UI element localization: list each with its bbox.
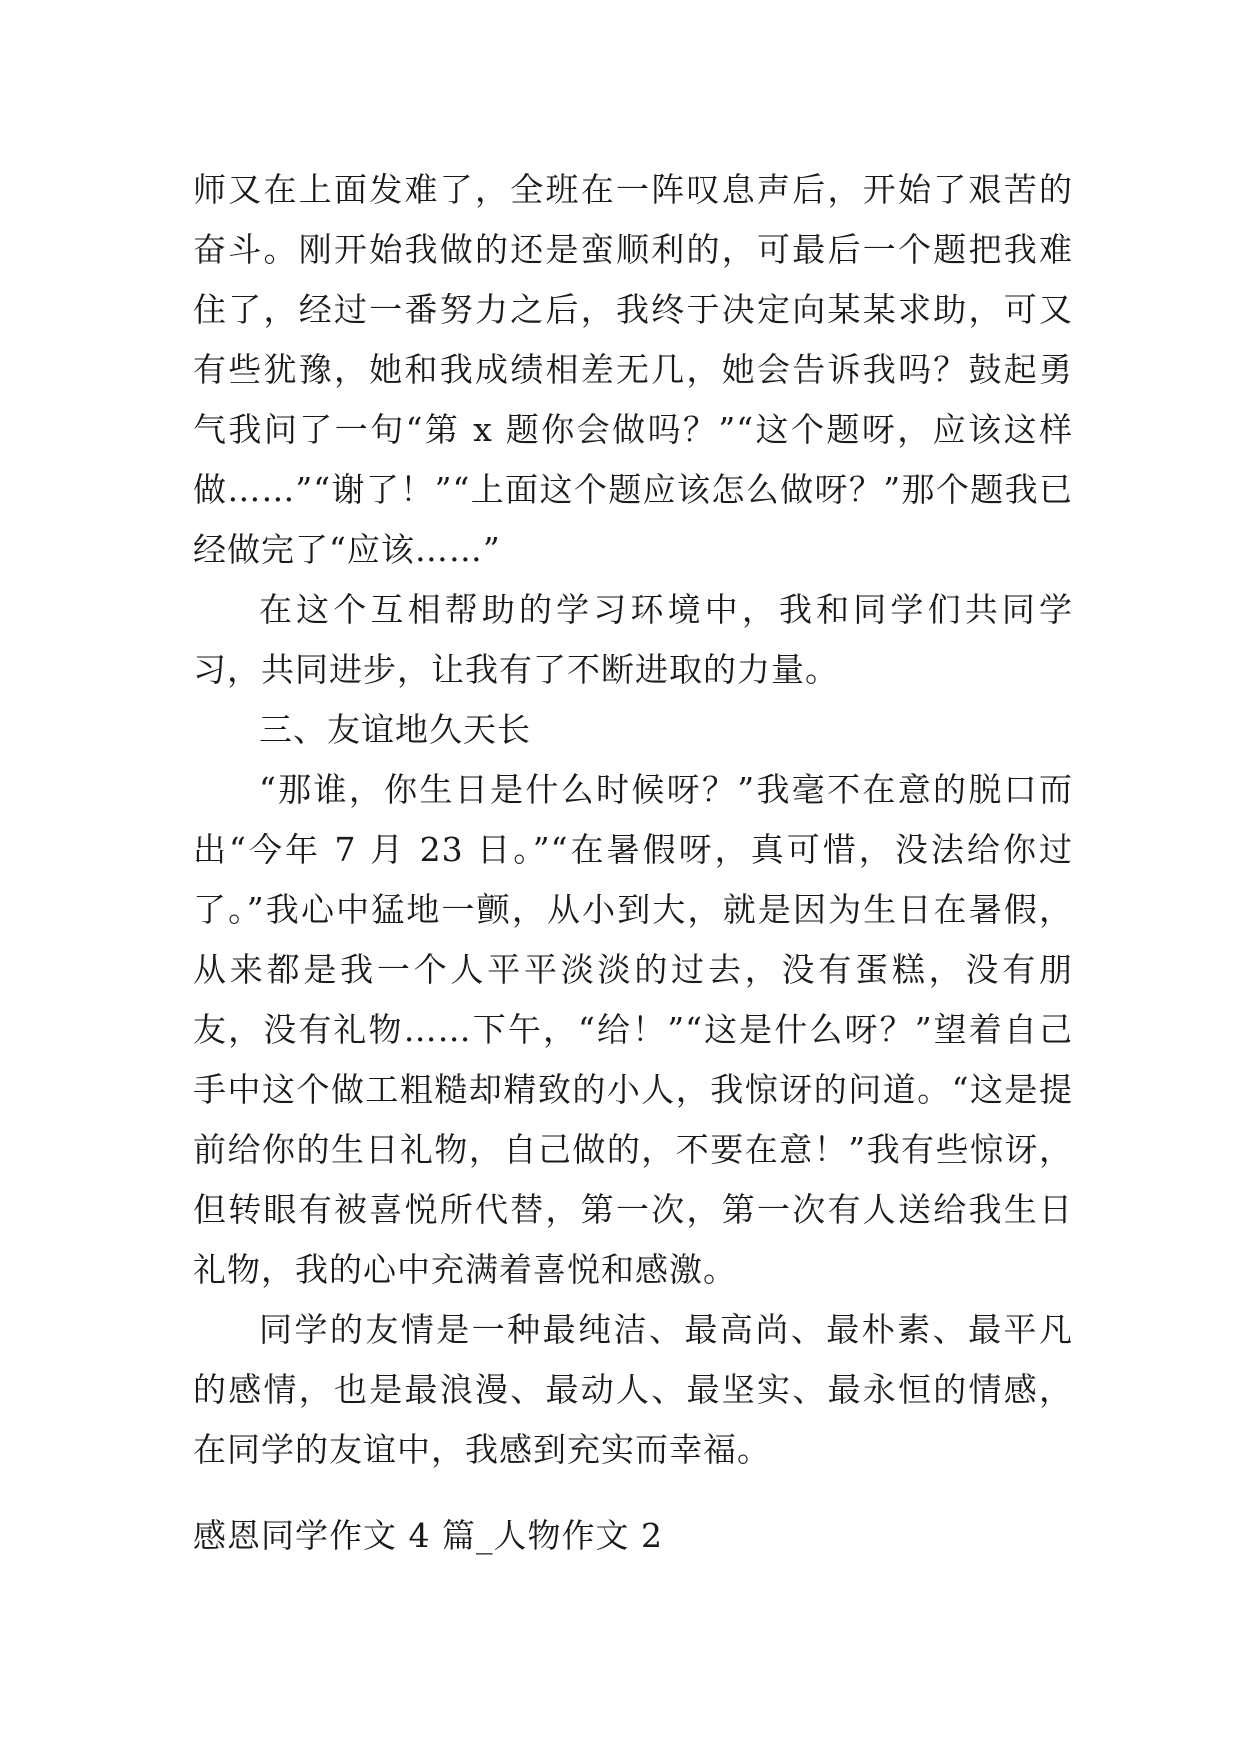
paragraph-learning-environment: 在这个互相帮助的学习环境中，我和同学们共同学习，共同进步，让我有了不断进取的力量。 [193, 590, 1073, 689]
document-body [193, 160, 1073, 1480]
paragraph-birthday-story: “那谁，你生日是什么时候呀？”我毫不在意的脱口而出“今年 7 月 23 日。”“在暑假呀，真可惜，没法给你过了。”我心中猛地一颤，从小到大，就是因为生日在暑假，从来都是我一个人平平淡淡的过去，没有蛋糕，没有朋友，没有礼物……下午，“给！”“这是什么呀？”望着自己手中这个做工粗糙却精致的小人，我惊讶的问道。“这是提前给你的生日礼物，自己做的，不要在意！”我有些惊讶，但转眼有被喜悦所代替，第一次，第一次有人送给我生日礼物，我的心中充满着喜悦和感激。 [193, 770, 1073, 1289]
paragraph-continued-story: 师又在上面发难了，全班在一阵叹息声后，开始了艰苦的奋斗。刚开始我做的还是蛮顺利的，可最后一个题把我难住了，经过一番努力之后，我终于决定向某某求助，可又有些犹豫，她和我成绩相差无几，她会告诉我吗？鼓起勇气我问了一句“第 x 题你会做吗？”“这个题呀，应该这样做……”“谢了！”“上面这个题应该怎么做呀？”那个题我已经做完了“应该……” [193, 170, 1073, 569]
next-article-title: 感恩同学作文 4 篇_人物作文 2 [193, 1516, 663, 1555]
section-heading-friendship: 三、友谊地久天长 [259, 710, 531, 749]
paragraph-conclusion: 同学的友情是一种最纯洁、最高尚、最朴素、最平凡的感情，也是最浪漫、最动人、最坚实、最永恒的情感，在同学的友谊中，我感到充实而幸福。 [193, 1310, 1073, 1469]
